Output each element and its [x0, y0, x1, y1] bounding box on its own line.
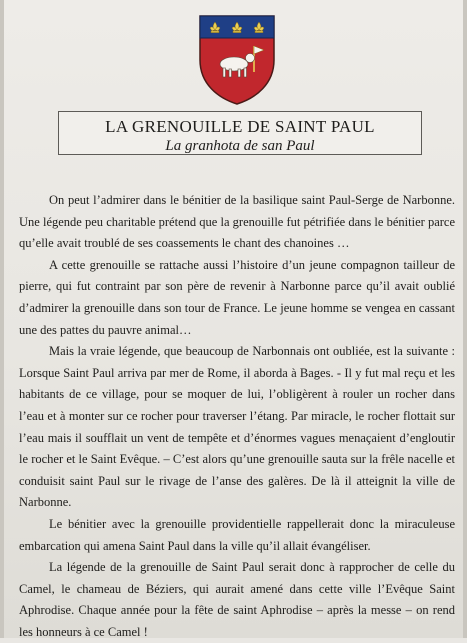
paragraph: Mais la vraie légende, que beaucoup de Narbonnais ont oubliée, est la suivante : Lorsque Saint Paul arriva par mer de Rome, il aborda à Bages. - Il y fut mal reçu et les habitants de ce village, pour se moquer de lui, l’obligèrent à rouler un rocher dans l’eau et à monter sur ce rocher pour traverser l’étang. Par miracle, le rocher flottait sur l’eau mais il soufflait un vent de tempête et d’énormes vagues menaçaient d’engloutir le rocher et le Saint Evêque. – C’est alors qu’une grenouille sauta sur la frêle nacelle et conduisit saint Paul sur le rivage de l’anse des galères. De là il atteignit la ville de Narbonne.	[19, 344, 455, 510]
paragraph: A cette grenouille se rattache aussi l’histoire d’un jeune compagnon tailleur de pierre, qui fut contraint par son père de revenir à Narbonne parce qu’il avait oublié d’admirer la grenouille dans son tour de France. Le jeune homme se vengea en cassant une des pattes du pauvre animal…	[19, 257, 455, 337]
title-box	[58, 111, 422, 155]
page-subtitle: La granhota de san Paul	[165, 138, 315, 154]
coat-of-arms-icon	[198, 14, 276, 106]
paragraph: Le bénitier avec la grenouille providentielle rappellerait donc la miraculeuse embarcation qui amena Saint Paul dans la ville qu’il allait évangéliser.	[19, 516, 455, 553]
paragraph: La légende de la grenouille de Saint Paul serait donc à rapprocher de celle du Camel, le chameau de Béziers, qui aurait amené dans cette ville l’Evêque Saint Aphrodise. Chaque année pour la fête de saint Aphrodise – après la messe – on rend les honneurs à ce Camel !	[19, 560, 455, 639]
page-title: LA GRENOUILLE DE SAINT PAUL	[105, 117, 375, 136]
frame-edge-right	[463, 0, 467, 638]
frame-edge-left	[0, 0, 4, 638]
body-text	[19, 190, 455, 643]
paragraph: On peut l’admirer dans le bénitier de la basilique saint Paul-Serge de Narbonne. Une légende peu charitable prétend que la grenouille fut pétrifiée dans le bénitier parce qu’elle avait troublé de ses coassements le chant des chanoines …	[19, 193, 455, 251]
